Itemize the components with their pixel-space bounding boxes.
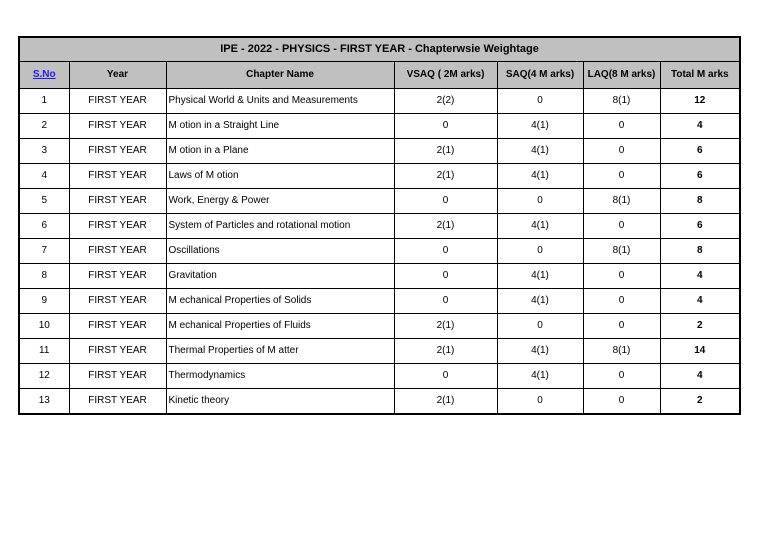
cell-saq: 0 bbox=[497, 314, 583, 339]
header-laq: LAQ(8 M arks) bbox=[583, 62, 660, 89]
table-row bbox=[19, 314, 740, 339]
cell-vsaq: 2(2) bbox=[394, 89, 497, 114]
table-row bbox=[19, 189, 740, 214]
cell-chapter-name: Oscillations bbox=[166, 239, 394, 264]
cell-sno: 8 bbox=[19, 264, 69, 289]
cell-chapter-name: Laws of M otion bbox=[166, 164, 394, 189]
cell-chapter-name: System of Particles and rotational motion bbox=[166, 214, 394, 239]
header-total-marks: Total M arks bbox=[660, 62, 740, 89]
table-row bbox=[19, 339, 740, 364]
table-body bbox=[19, 89, 740, 415]
cell-vsaq: 0 bbox=[394, 264, 497, 289]
cell-saq: 0 bbox=[497, 239, 583, 264]
cell-saq: 4(1) bbox=[497, 364, 583, 389]
cell-year: FIRST YEAR bbox=[69, 89, 166, 114]
cell-sno: 4 bbox=[19, 164, 69, 189]
cell-laq: 0 bbox=[583, 139, 660, 164]
cell-chapter-name: M otion in a Straight Line bbox=[166, 114, 394, 139]
cell-laq: 8(1) bbox=[583, 89, 660, 114]
table-row bbox=[19, 114, 740, 139]
cell-year: FIRST YEAR bbox=[69, 364, 166, 389]
cell-year: FIRST YEAR bbox=[69, 239, 166, 264]
cell-chapter-name: Kinetic theory bbox=[166, 389, 394, 415]
cell-total-marks: 14 bbox=[660, 339, 740, 364]
cell-saq: 4(1) bbox=[497, 164, 583, 189]
header-saq: SAQ(4 M arks) bbox=[497, 62, 583, 89]
cell-year: FIRST YEAR bbox=[69, 339, 166, 364]
header-sno-link[interactable]: S.No bbox=[19, 62, 69, 89]
table-row bbox=[19, 364, 740, 389]
cell-total-marks: 4 bbox=[660, 364, 740, 389]
cell-vsaq: 0 bbox=[394, 189, 497, 214]
weightage-table bbox=[18, 36, 741, 415]
cell-year: FIRST YEAR bbox=[69, 164, 166, 189]
title-row bbox=[19, 37, 740, 62]
cell-vsaq: 0 bbox=[394, 239, 497, 264]
cell-chapter-name: M otion in a Plane bbox=[166, 139, 394, 164]
cell-year: FIRST YEAR bbox=[69, 389, 166, 415]
cell-sno: 3 bbox=[19, 139, 69, 164]
cell-year: FIRST YEAR bbox=[69, 289, 166, 314]
cell-saq: 0 bbox=[497, 389, 583, 415]
cell-laq: 8(1) bbox=[583, 239, 660, 264]
cell-laq: 0 bbox=[583, 214, 660, 239]
cell-total-marks: 6 bbox=[660, 214, 740, 239]
cell-saq: 4(1) bbox=[497, 214, 583, 239]
cell-vsaq: 2(1) bbox=[394, 164, 497, 189]
cell-sno: 6 bbox=[19, 214, 69, 239]
cell-saq: 4(1) bbox=[497, 289, 583, 314]
cell-total-marks: 6 bbox=[660, 164, 740, 189]
cell-vsaq: 0 bbox=[394, 364, 497, 389]
cell-vsaq: 2(1) bbox=[394, 314, 497, 339]
cell-sno: 13 bbox=[19, 389, 69, 415]
cell-laq: 0 bbox=[583, 289, 660, 314]
cell-chapter-name: Thermal Properties of M atter bbox=[166, 339, 394, 364]
cell-laq: 0 bbox=[583, 164, 660, 189]
cell-chapter-name: Physical World & Units and Measurements bbox=[166, 89, 394, 114]
cell-total-marks: 8 bbox=[660, 189, 740, 214]
table-row bbox=[19, 389, 740, 415]
cell-year: FIRST YEAR bbox=[69, 114, 166, 139]
cell-sno: 2 bbox=[19, 114, 69, 139]
header-vsaq: VSAQ ( 2M arks) bbox=[394, 62, 497, 89]
cell-laq: 0 bbox=[583, 389, 660, 415]
table-row bbox=[19, 214, 740, 239]
table-row bbox=[19, 289, 740, 314]
cell-total-marks: 2 bbox=[660, 389, 740, 415]
cell-sno: 1 bbox=[19, 89, 69, 114]
cell-year: FIRST YEAR bbox=[69, 264, 166, 289]
cell-saq: 0 bbox=[497, 89, 583, 114]
cell-laq: 0 bbox=[583, 364, 660, 389]
table-row bbox=[19, 164, 740, 189]
cell-total-marks: 4 bbox=[660, 264, 740, 289]
cell-total-marks: 8 bbox=[660, 239, 740, 264]
cell-sno: 5 bbox=[19, 189, 69, 214]
table-title: IPE - 2022 - PHYSICS - FIRST YEAR - Chapterwsie Weightage bbox=[19, 37, 740, 62]
table-row bbox=[19, 239, 740, 264]
cell-chapter-name: M echanical Properties of Solids bbox=[166, 289, 394, 314]
cell-laq: 0 bbox=[583, 114, 660, 139]
cell-vsaq: 2(1) bbox=[394, 139, 497, 164]
cell-total-marks: 2 bbox=[660, 314, 740, 339]
cell-total-marks: 4 bbox=[660, 114, 740, 139]
cell-chapter-name: Work, Energy & Power bbox=[166, 189, 394, 214]
cell-saq: 0 bbox=[497, 189, 583, 214]
cell-total-marks: 12 bbox=[660, 89, 740, 114]
header-chapter-name: Chapter Name bbox=[166, 62, 394, 89]
cell-saq: 4(1) bbox=[497, 339, 583, 364]
cell-vsaq: 0 bbox=[394, 289, 497, 314]
cell-sno: 11 bbox=[19, 339, 69, 364]
cell-laq: 0 bbox=[583, 264, 660, 289]
cell-vsaq: 2(1) bbox=[394, 214, 497, 239]
cell-saq: 4(1) bbox=[497, 114, 583, 139]
cell-chapter-name: M echanical Properties of Fluids bbox=[166, 314, 394, 339]
cell-total-marks: 4 bbox=[660, 289, 740, 314]
cell-vsaq: 0 bbox=[394, 114, 497, 139]
cell-laq: 0 bbox=[583, 314, 660, 339]
cell-sno: 7 bbox=[19, 239, 69, 264]
cell-vsaq: 2(1) bbox=[394, 389, 497, 415]
cell-vsaq: 2(1) bbox=[394, 339, 497, 364]
cell-sno: 10 bbox=[19, 314, 69, 339]
cell-year: FIRST YEAR bbox=[69, 189, 166, 214]
table-row bbox=[19, 139, 740, 164]
cell-laq: 8(1) bbox=[583, 189, 660, 214]
cell-laq: 8(1) bbox=[583, 339, 660, 364]
cell-total-marks: 6 bbox=[660, 139, 740, 164]
cell-saq: 4(1) bbox=[497, 264, 583, 289]
cell-chapter-name: Gravitation bbox=[166, 264, 394, 289]
header-year: Year bbox=[69, 62, 166, 89]
cell-chapter-name: Thermodynamics bbox=[166, 364, 394, 389]
header-row bbox=[19, 62, 740, 89]
table-row bbox=[19, 89, 740, 114]
cell-year: FIRST YEAR bbox=[69, 314, 166, 339]
cell-year: FIRST YEAR bbox=[69, 214, 166, 239]
table-row bbox=[19, 264, 740, 289]
cell-sno: 9 bbox=[19, 289, 69, 314]
cell-sno: 12 bbox=[19, 364, 69, 389]
cell-saq: 4(1) bbox=[497, 139, 583, 164]
weightage-sheet bbox=[18, 36, 739, 415]
cell-year: FIRST YEAR bbox=[69, 139, 166, 164]
